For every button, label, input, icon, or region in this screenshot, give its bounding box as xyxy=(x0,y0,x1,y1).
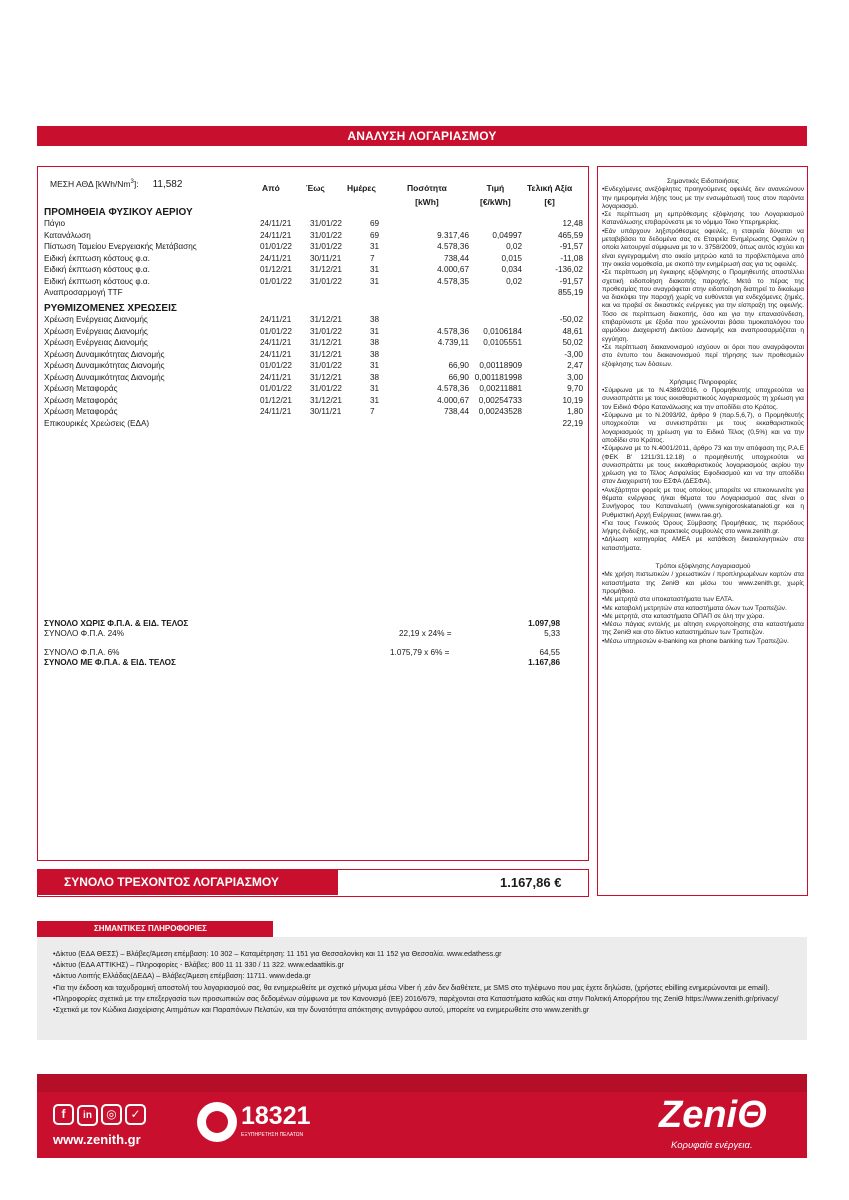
website-link[interactable]: www.zenith.gr xyxy=(53,1132,141,1147)
table-row xyxy=(44,264,584,275)
cell-from: 01/01/22 xyxy=(260,326,292,336)
cell-value: 855,19 xyxy=(557,288,583,297)
cell-value: 12,48 xyxy=(562,219,583,228)
total-net-value: 1.097,98 xyxy=(528,619,560,628)
list-item: •Με μετρητά, στα καταστήματα ΟΠΑΠ σε όλη την χώρα. xyxy=(602,612,765,620)
cell-from: 24/11/21 xyxy=(260,407,292,416)
linkedin-icon[interactable]: in xyxy=(77,1105,98,1126)
cell-value: -11,08 xyxy=(560,253,583,263)
cell-from: 01/01/22 xyxy=(260,276,292,286)
cell-days: 31 xyxy=(370,242,380,251)
cell-value: 1,80 xyxy=(567,407,583,416)
list-item: •Με χρήση πιστωτικών / χρεωστικών / προπληρωμένων καρτών στα καταστήματα της ΖeniΘ και μέσω του www.zenith.gr, χωρίς προμήθεια. xyxy=(602,571,804,595)
important-info-tab: ΣΗΜΑΝΤΙΚΕΣ ΠΛΗΡΟΦΟΡΙΕΣ xyxy=(37,921,273,937)
col-from: Από xyxy=(262,183,280,193)
cell-from: 24/11/21 xyxy=(260,253,292,263)
cell-from: 01/01/22 xyxy=(260,384,292,393)
cell-value: 48,61 xyxy=(562,326,583,336)
cell-value: 2,47 xyxy=(567,361,583,370)
cell-price: 0,0106184 xyxy=(483,326,522,336)
table-row xyxy=(44,314,584,325)
cell-value: 3,00 xyxy=(567,372,583,382)
table-row xyxy=(44,218,584,229)
cell-to: 31/12/21 xyxy=(310,372,342,382)
vat6-label: ΣΥΝΟΛΟ Φ.Π.Α. 6% xyxy=(44,648,120,657)
cell-value: 10,19 xyxy=(562,395,583,405)
phone-caption: ΕΞΥΠΗΡΕΤΗΣΗ ΠΕΛΑΤΩΝ xyxy=(241,1132,304,1138)
list-item: •Ανεξάρτητοι φορείς με τους οποίους μπορείτε να επικοινωνείτε για θέματα ενέργειας ή/και θέματα του Λογαριασμού σας είναι ο Συνήγορος του Καταναλωτή (www.synigoroskatanaloti.gr και η Ρυθμιστική Αρχή Ενέργειας (www.rae.gr). xyxy=(602,486,804,519)
side-notices xyxy=(602,178,804,646)
list-item: •Σε περίπτωση μη έγκαιρης εξόφλησης ο Προμηθευτής αποστέλλει σχετική ειδοποίηση διακοπής παροχής. Μετά το πέρας της προθεσμίας που αναγράφεται στην ειδοποίηση διατηρεί το δικαίωμα να διακόψει την παροχή χωρίς να ευθύνεται για ενδεχόμενες ζημιές, και να προβεί σε δικαστικές ενέργειες για την είσπραξη της οφειλής. Τόσο σε περίπτωση διακοπής, όσο και για την επανασύνδεση, επιβαρύνεστε με έξοδα που χρεώνονται βάσει τιμοκαταλόγου του αρμόδιου Διαχειριστή Δικτύου Διανομής και αναπροσαρμόζεται η εγγύηση. xyxy=(602,269,804,343)
cell-to: 31/12/21 xyxy=(310,395,342,405)
average-value: 11,582 xyxy=(152,179,183,190)
cell-value: -91,57 xyxy=(559,242,583,251)
list-item: •Εάν υπάρχουν ληξιπρόθεσμες οφειλές, η εταιρεία δύναται να μεταβιβάσει τα δεδομένα σας σε Εταιρεία Ενημέρωσης Οφειλών η οποία λειτουργεί σύμφωνα με το ν. 3758/2009, όπως αυτός ισχύει και είναι εγγεγραμμένη στο οικείο μητρώο κατά τα προβλεπόμενα από την οικεία νομοθεσία, με σκοπό την ενημέρωσή σας για τις οφειλές. xyxy=(602,227,805,268)
cell-qty: 9.317,46 xyxy=(437,230,469,240)
cell-label: Κατανάλωση xyxy=(44,230,91,240)
cell-from: 24/11/21 xyxy=(260,372,292,382)
cell-days: 38 xyxy=(370,349,380,359)
social-icons xyxy=(53,1104,149,1126)
average-label-end: ]: xyxy=(133,179,139,189)
cell-qty: 738,44 xyxy=(443,253,469,263)
cell-price: 0,04997 xyxy=(492,230,522,240)
cell-label: Χρέωση Ενέργειας Διανομής xyxy=(44,338,148,347)
section-regulated-title: ΡΥΘΜΙΖΟΜΕΝΕΣ ΧΡΕΩΣΕΙΣ xyxy=(44,303,177,314)
cell-from: 24/11/21 xyxy=(260,315,292,324)
cell-days: 38 xyxy=(370,315,380,324)
cell-from: 01/01/22 xyxy=(260,361,292,370)
cell-label: Επικουρικές Χρεώσεις (ΕΔΑ) xyxy=(44,418,150,428)
cell-label: Χρέωση Δυναμικότητας Διανομής xyxy=(44,349,165,359)
phone-icon xyxy=(197,1102,237,1142)
col-to: Έως xyxy=(306,183,325,193)
cell-price: 0,00243528 xyxy=(478,407,522,416)
useful-info-list xyxy=(602,387,804,553)
list-item: •Δίκτυο (ΕΔΑ ΑΤΤΙΚΗΣ) – Πληροφορίες - Βλάβες: 800 11 11 330 / 11 322. www.edaattikis.gr xyxy=(53,960,344,970)
col-price: Τιμή [€/kWh] xyxy=(480,183,511,207)
cell-label: Χρέωση Δυναμικότητας Διανομής xyxy=(44,361,165,370)
list-item: •Σχετικά με τον Κώδικα Διαχείρισης Αιτημάτων και Παραπόνων Πελατών, και την δυνατότητα απόκτησης αντιγράφου αυτού, μπορείτε να ενημερωθείτε στο www.zenith.gr xyxy=(53,1005,590,1015)
section-supply-title: ΠΡΟΜΗΘΕΙΑ ΦΥΣΙΚΟΥ ΑΕΡΙΟΥ xyxy=(44,207,193,218)
cell-to: 31/12/21 xyxy=(310,315,342,324)
cell-days: 31 xyxy=(370,276,380,286)
col-days: Ημέρες xyxy=(347,183,376,193)
cell-price: 0,00254733 xyxy=(478,395,522,405)
list-item: •Δίκτυο (ΕΔΑ ΘΕΣΣ) – Βλάβες/Άμεση επέμβαση: 10 302 – Καταμέτρηση: 11 151 για Θεσσαλονίκη και 11 152 για Θεσσαλία. www.edathess.gr xyxy=(53,949,502,958)
cell-value: 22,19 xyxy=(562,418,583,428)
list-item: •Σε περίπτωση μη εμπρόθεσμης εξόφλησης του Λογαριασμού Κατανάλωσης επιβαρύνεστε με το νόμιμο Τόκο Υπερημερίας. xyxy=(602,211,804,227)
cell-days: 31 xyxy=(370,384,380,393)
vat6-calc: 1.075,79 x 6% = xyxy=(390,648,450,657)
average-superscript: 3 xyxy=(130,179,134,186)
table-row xyxy=(44,349,584,360)
cell-price: 0,034 xyxy=(501,265,522,274)
list-item: •Με μετρητά στα υποκαταστήματα των ΕΛΤΑ. xyxy=(602,596,734,604)
cell-days: 31 xyxy=(370,361,380,370)
table-row xyxy=(44,395,584,406)
notices-list xyxy=(602,186,804,369)
cell-days: 38 xyxy=(370,338,380,347)
cell-from: 24/11/21 xyxy=(260,338,292,347)
cell-price: 0,001181998 xyxy=(474,372,522,382)
total-gross-value: 1.167,86 xyxy=(528,658,560,667)
table-row xyxy=(44,418,584,429)
table-row xyxy=(44,276,584,287)
instagram-icon[interactable]: ◎ xyxy=(101,1104,122,1125)
cell-from: 01/01/22 xyxy=(260,242,292,251)
cell-label: Χρέωση Δυναμικότητας Διανομής xyxy=(44,372,165,382)
table-row xyxy=(44,326,584,337)
vat24-label: ΣΥΝΟΛΟ Φ.Π.Α. 24% xyxy=(44,629,124,638)
current-bill-amount: 1.167,86 € xyxy=(500,875,562,890)
notices-title: Σημαντικές Ειδοποιήσεις xyxy=(667,178,739,185)
cell-label: Χρέωση Μεταφοράς xyxy=(44,407,118,416)
useful-info-title: Χρήσιμες Πληροφορίες xyxy=(669,378,737,386)
list-item: •Σε περίπτωση διακανονισμού ισχύουν οι όροι που αναγράφονται στο έντυπο του διακανονισμού περί τήρησης των προθεσμιών εξόφλησης των δόσεων. xyxy=(602,343,804,368)
cell-qty: 4.000,67 xyxy=(437,265,469,274)
cell-days: 31 xyxy=(370,326,380,336)
cell-label: Πίστωση Ταμείου Ενεργειακής Μετάβασης xyxy=(44,242,197,251)
cell-qty: 4.578,36 xyxy=(437,384,469,393)
cell-to: 31/12/21 xyxy=(310,338,342,347)
cell-qty: 4.578,35 xyxy=(437,276,469,286)
footer-band xyxy=(37,1074,807,1092)
list-item: •Δίκτυο Λοιπής Ελλάδας(ΔΕΔΑ) – Βλάβες/Άμεση επέμβαση: 11711. www.deda.gr xyxy=(53,971,311,981)
total-net-label: ΣΥΝΟΛΟ ΧΩΡΙΣ Φ.Π.Α. & ΕΙΔ. ΤΕΛΟΣ xyxy=(44,619,189,628)
average-label: ΜΕΣΗ ΑΘΔ [kWh/Nm xyxy=(50,179,131,189)
cell-to: 31/12/21 xyxy=(310,349,342,359)
cell-label: Πάγιο xyxy=(44,219,66,228)
cell-to: 31/01/22 xyxy=(310,230,342,240)
payment-methods-list xyxy=(602,571,804,646)
list-item: •Μέσω υπηρεσιών e-banking και phone banking των Τραπεζών. xyxy=(602,637,789,645)
list-item: •Σύμφωνα με το Ν.2093/92, άρθρο 9 (παρ.5,6,7), ο Προμηθευτής υποχρεούται να συνεισπράττει με τους εκκαθαριστικούς λογαριασμούς τη χρέωση για το Ειδικό Τέλος (0,5%) και να την αποδίδει στο Κράτος. xyxy=(602,412,804,444)
cell-value: 9,70 xyxy=(567,384,583,393)
table-row xyxy=(44,337,584,348)
cell-value: -136,02 xyxy=(555,265,583,274)
cell-from: 24/11/21 xyxy=(260,230,292,240)
cell-qty: 4.578,36 xyxy=(437,326,469,336)
cell-price: 0,00211881 xyxy=(479,384,522,393)
table-row xyxy=(44,383,584,394)
cell-label: Ειδική έκπτωση κόστους φ.α. xyxy=(44,265,150,274)
current-bill-label: ΣΥΝΟΛΟ ΤΡΕΧΟΝΤΟΣ ΛΟΓΑΡΙΑΣΜΟΥ xyxy=(38,870,338,895)
cell-from: 01/12/21 xyxy=(260,395,292,405)
table-row xyxy=(44,406,584,417)
cell-value: 465,59 xyxy=(557,230,583,240)
cell-label: Χρέωση Μεταφοράς xyxy=(44,384,118,393)
cell-label: Αναπροσαρμογή TTF xyxy=(44,288,123,297)
page-title: ΑΝΑΛΥΣΗ ΛΟΓΑΡΙΑΣΜΟΥ xyxy=(37,126,807,146)
cell-qty: 738,44 xyxy=(443,407,469,416)
cell-price: 0,00118909 xyxy=(479,361,522,370)
cell-days: 69 xyxy=(370,219,380,228)
list-item: •Για τους Γενικούς Όρους Σύμβασης Προμήθειας, τις περιόδους λήψης ένδειξης, και πρακτικές συμβουλές στο www.zenith.gr. xyxy=(602,519,804,536)
twitter-icon[interactable]: ✓ xyxy=(125,1104,146,1125)
footer-banner xyxy=(37,1074,807,1158)
table-row xyxy=(44,230,584,241)
list-item: •Με καταβολή μετρητών στα καταστήματα όλων των Τραπεζών. xyxy=(602,604,787,612)
cell-price: 0,015 xyxy=(501,253,522,263)
list-item: •Πληροφορίες σχετικά με την επεξεργασία των προσωπικών σας δεδομένων σύμφωνα με τον Κανονισμό (ΕΕ) 2016/679, παρέχονται στα Καταστήματα καθώς και στην Πολιτική Απορρήτου της ΖeniΘ https://www.zenith.gr/privacy/ xyxy=(53,993,779,1003)
zenith-logo: ΖeniΘ xyxy=(659,1094,767,1136)
cell-days: 69 xyxy=(370,230,380,240)
cell-days: 31 xyxy=(370,395,380,405)
total-gross-label: ΣΥΝΟΛΟ ΜΕ Φ.Π.Α. & ΕΙΔ. ΤΕΛΟΣ xyxy=(44,658,176,667)
vat24-calc: 22,19 x 24% = xyxy=(399,629,452,638)
cell-qty: 4.578,36 xyxy=(437,242,469,251)
cell-days: 31 xyxy=(370,265,380,274)
vat24-row xyxy=(44,628,584,639)
cell-to: 31/01/22 xyxy=(310,276,342,286)
cell-from: 24/11/21 xyxy=(260,219,292,228)
table-row xyxy=(44,360,584,371)
cell-to: 31/01/22 xyxy=(310,242,342,251)
table-row xyxy=(44,287,584,298)
cell-to: 31/12/21 xyxy=(310,265,342,274)
important-info-box xyxy=(37,937,807,1040)
cell-to: 31/01/22 xyxy=(310,361,342,370)
cell-to: 31/01/22 xyxy=(310,219,342,228)
payment-methods-title: Τρόποι εξόφλησης Λογαριασμού xyxy=(655,563,751,571)
list-item: •Σύμφωνα με το Ν.4001/2011, άρθρο 73 και την απόφαση της Ρ.Α.Ε (ΦΕΚ Β' 1211/31.12.18) ο προμηθευτής υποχρεούται να συνεισπράττει με τους εκκαθαριστικούς λογαριασμούς αερίου την χρέωση για το Τέλος Ασφαλείας Εφοδιασμού και να την αποδίδει στον Διαχειριστή του ΕΣΦΑ (ΔΕΣΦΑ). xyxy=(602,445,804,486)
cell-to: 30/11/21 xyxy=(310,253,342,263)
cell-qty: 4.000,67 xyxy=(437,395,469,405)
cell-from: 01/12/21 xyxy=(260,265,292,274)
cell-label: Ειδική έκπτωση κόστους φ.α. xyxy=(44,276,150,286)
table-row xyxy=(44,253,584,264)
vat6-value: 64,55 xyxy=(539,648,560,657)
cell-label: Χρέωση Μεταφοράς xyxy=(44,395,118,405)
table-row xyxy=(44,372,584,383)
phone-number: 18321 xyxy=(241,1102,311,1130)
cell-days: 38 xyxy=(370,372,380,382)
cell-to: 30/11/21 xyxy=(310,407,342,416)
cell-to: 31/01/22 xyxy=(310,326,342,336)
cell-price: 0,02 xyxy=(506,276,522,286)
facebook-icon[interactable]: f xyxy=(53,1104,74,1125)
cell-qty: 66,90 xyxy=(448,372,469,382)
col-value: Τελική Αξία [€] xyxy=(527,183,573,207)
cell-price: 0,02 xyxy=(506,242,522,251)
cell-to: 31/01/22 xyxy=(310,384,342,393)
list-item: •Ενδεχόμενες ανεξόφλητες προηγούμενες οφειλές δεν ανανεώνουν την ημερομηνία λήξης τους με την ενσωμάτωσή τους στον παρόντα λογαριασμό. xyxy=(602,186,804,210)
cell-from: 24/11/21 xyxy=(260,349,292,359)
total-gross-row xyxy=(44,657,584,668)
cell-qty: 66,90 xyxy=(448,361,469,370)
list-item: •Σύμφωνα με το Ν.4389/2016, ο Προμηθευτής υποχρεούται να συνεισπράττει με τους εκκαθαριστικούς λογαριασμούς τη χρέωση για τον Ειδικό Φόρο Κατανάλωσης και την αποδίδει στο Κράτος. xyxy=(602,387,804,411)
cell-value: -91,57 xyxy=(559,276,583,286)
cell-label: Χρέωση Ενέργειας Διανομής xyxy=(44,326,148,336)
cell-qty: 4.739,11 xyxy=(437,338,469,347)
list-item: •Για την έκδοση και ταχυδρομική αποστολή του λογαριασμού σας, θα ενημερωθείτε με σχετικό μήνυμα μέσω Viber ή ,εάν δεν διαθέτετε, με SMS στο τηλέφωνο που μας έχετε δηλώσει, (χρήστες ebilling ενημερώνονται με email). xyxy=(53,982,770,992)
cell-value: -50,02 xyxy=(559,315,583,324)
cell-days: 7 xyxy=(370,407,375,416)
list-item: •Δήλωση κατηγορίας ΑΜΕΑ με κατάθεση δικαιολογητικών στα καταστήματα. xyxy=(602,536,804,552)
tagline: Κορυφαία ενέργεια. xyxy=(671,1140,753,1151)
cell-label: Ειδική έκπτωση κόστους φ.α. xyxy=(44,253,150,263)
col-qty: Ποσότητα [kWh] xyxy=(407,183,447,207)
cell-label: Χρέωση Ενέργειας Διανομής xyxy=(44,315,148,324)
cell-value: -3,00 xyxy=(564,349,583,359)
cell-days: 7 xyxy=(370,253,375,263)
table-row xyxy=(44,241,584,252)
vat24-value: 5,33 xyxy=(544,629,560,638)
current-bill-bar xyxy=(37,869,589,897)
cell-price: 0,0105551 xyxy=(483,338,522,347)
cell-value: 50,02 xyxy=(562,338,583,347)
list-item: •Μέσω πάγιας εντολής με αίτηση ενεργοποίησης στα καταστήματα της ΖeniΘ και στο δίκτυο καταστημάτων των Τραπεζών. xyxy=(602,621,804,637)
average-gcv xyxy=(50,179,182,190)
